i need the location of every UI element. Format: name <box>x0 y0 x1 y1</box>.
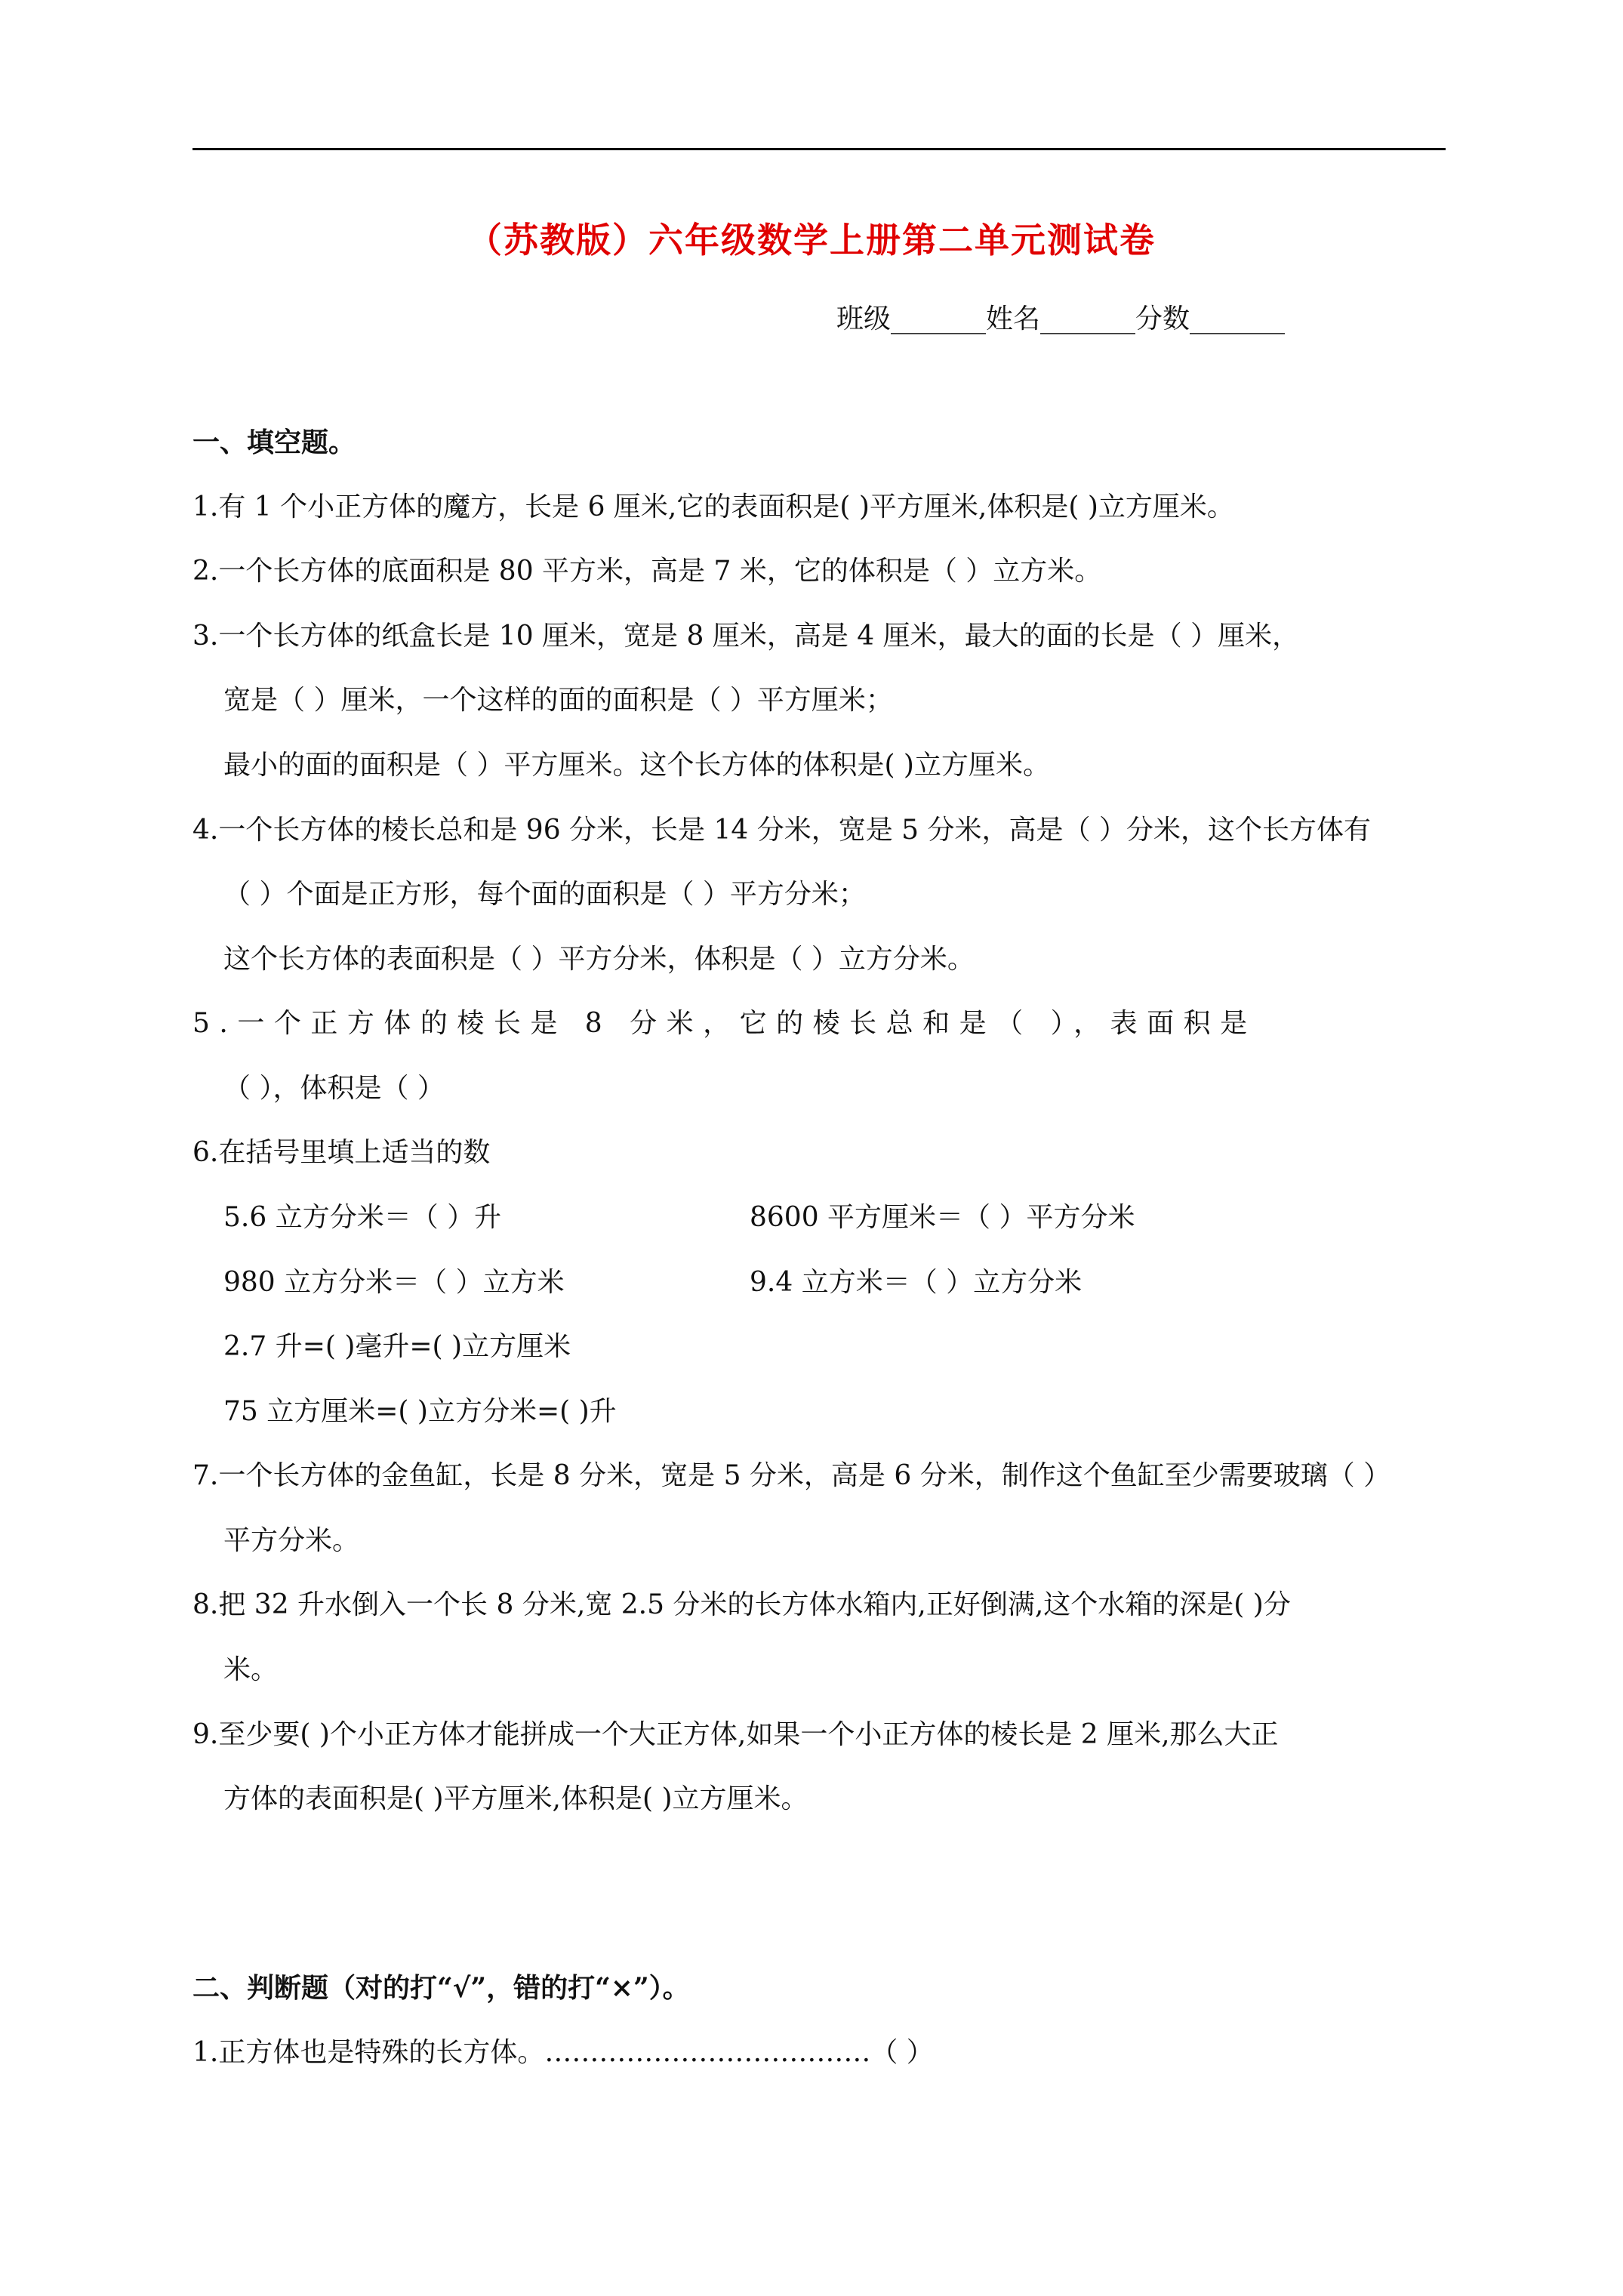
section-heading-fill-in: 一、填空题。 <box>192 427 356 458</box>
question-9-line-2: 方体的表面积是( )平方厘米,体积是( )立方厘米。 <box>223 1783 808 1814</box>
question-1: 1.有 1 个小正方体的魔方，长是 6 厘米,它的表面积是( )平方厘米,体积是( )立方厘米。 <box>192 492 1234 522</box>
header-rule <box>192 148 1446 150</box>
question-4-line-3: 这个长方体的表面积是（ ）平方分米，体积是（ ）立方分米。 <box>223 944 975 975</box>
question-6-item-a: 5.6 立方分米＝（ ）升 <box>223 1202 502 1233</box>
question-3-line-2: 宽是（ ）厘米，一个这样的面的面积是（ ）平方厘米； <box>223 685 893 716</box>
judgment-question-1: 1.正方体也是特殊的长方体。………………………………（ ） <box>192 2037 934 2068</box>
document-title: （苏教版）六年级数学上册第二单元测试卷 <box>467 220 1156 260</box>
question-3-line-3: 最小的面的面积是（ ）平方厘米。这个长方体的体积是( )立方厘米。 <box>223 750 1050 781</box>
question-2: 2.一个长方体的底面积是 80 平方米，高是 7 米，它的体积是（ ）立方米。 <box>192 556 1102 587</box>
question-6-item-d: 9.4 立方米＝（ ）立方分米 <box>750 1267 1083 1298</box>
question-6-item-e: 2.7 升=( )毫升=( )立方厘米 <box>223 1331 571 1362</box>
question-8-line-2: 米。 <box>223 1654 279 1685</box>
question-3-line-1: 3.一个长方体的纸盒长是 10 厘米，宽是 8 厘米，高是 4 厘米，最大的面的长是（ ）厘米， <box>192 621 1300 652</box>
question-6-item-b: 8600 平方厘米＝（ ）平方分米 <box>750 1202 1135 1233</box>
student-info-line: 班级_______姓名_______分数_______ <box>836 304 1286 334</box>
question-6-item-c: 980 立方分米＝（ ）立方米 <box>223 1267 565 1298</box>
question-8-line-1: 8.把 32 升水倒入一个长 8 分米,宽 2.5 分米的长方体水箱内,正好倒满,这个水箱的深是( )分 <box>192 1589 1291 1620</box>
question-6-prompt: 6.在括号里填上适当的数 <box>192 1137 491 1168</box>
question-4-line-2: （ ）个面是正方形，每个面的面积是（ ）平方分米； <box>223 879 866 910</box>
question-5-line-1: 5.一个正方体的棱长是 8 分米，它的棱长总和是（ ），表面积是 <box>192 1008 1257 1039</box>
question-4-line-1: 4.一个长方体的棱长总和是 96 分米，长是 14 分米，宽是 5 分米，高是（ ）分米，这个长方体有 <box>192 815 1371 846</box>
question-5-line-2: （ ），体积是（ ） <box>223 1073 445 1104</box>
question-6-item-f: 75 立方厘米=( )立方分米=( )升 <box>223 1396 617 1427</box>
question-7-line-1: 7.一个长方体的金鱼缸，长是 8 分米，宽是 5 分米，高是 6 分米，制作这个鱼缸至少需要玻璃（ ） <box>192 1460 1391 1491</box>
question-7-line-2: 平方分米。 <box>223 1525 360 1556</box>
question-9-line-1: 9.至少要( )个小正方体才能拼成一个大正方体,如果一个小正方体的棱长是 2 厘米,那么大正 <box>192 1719 1279 1750</box>
section-heading-true-false: 二、判断题（对的打“√”，错的打“×”）。 <box>192 1972 690 2004</box>
